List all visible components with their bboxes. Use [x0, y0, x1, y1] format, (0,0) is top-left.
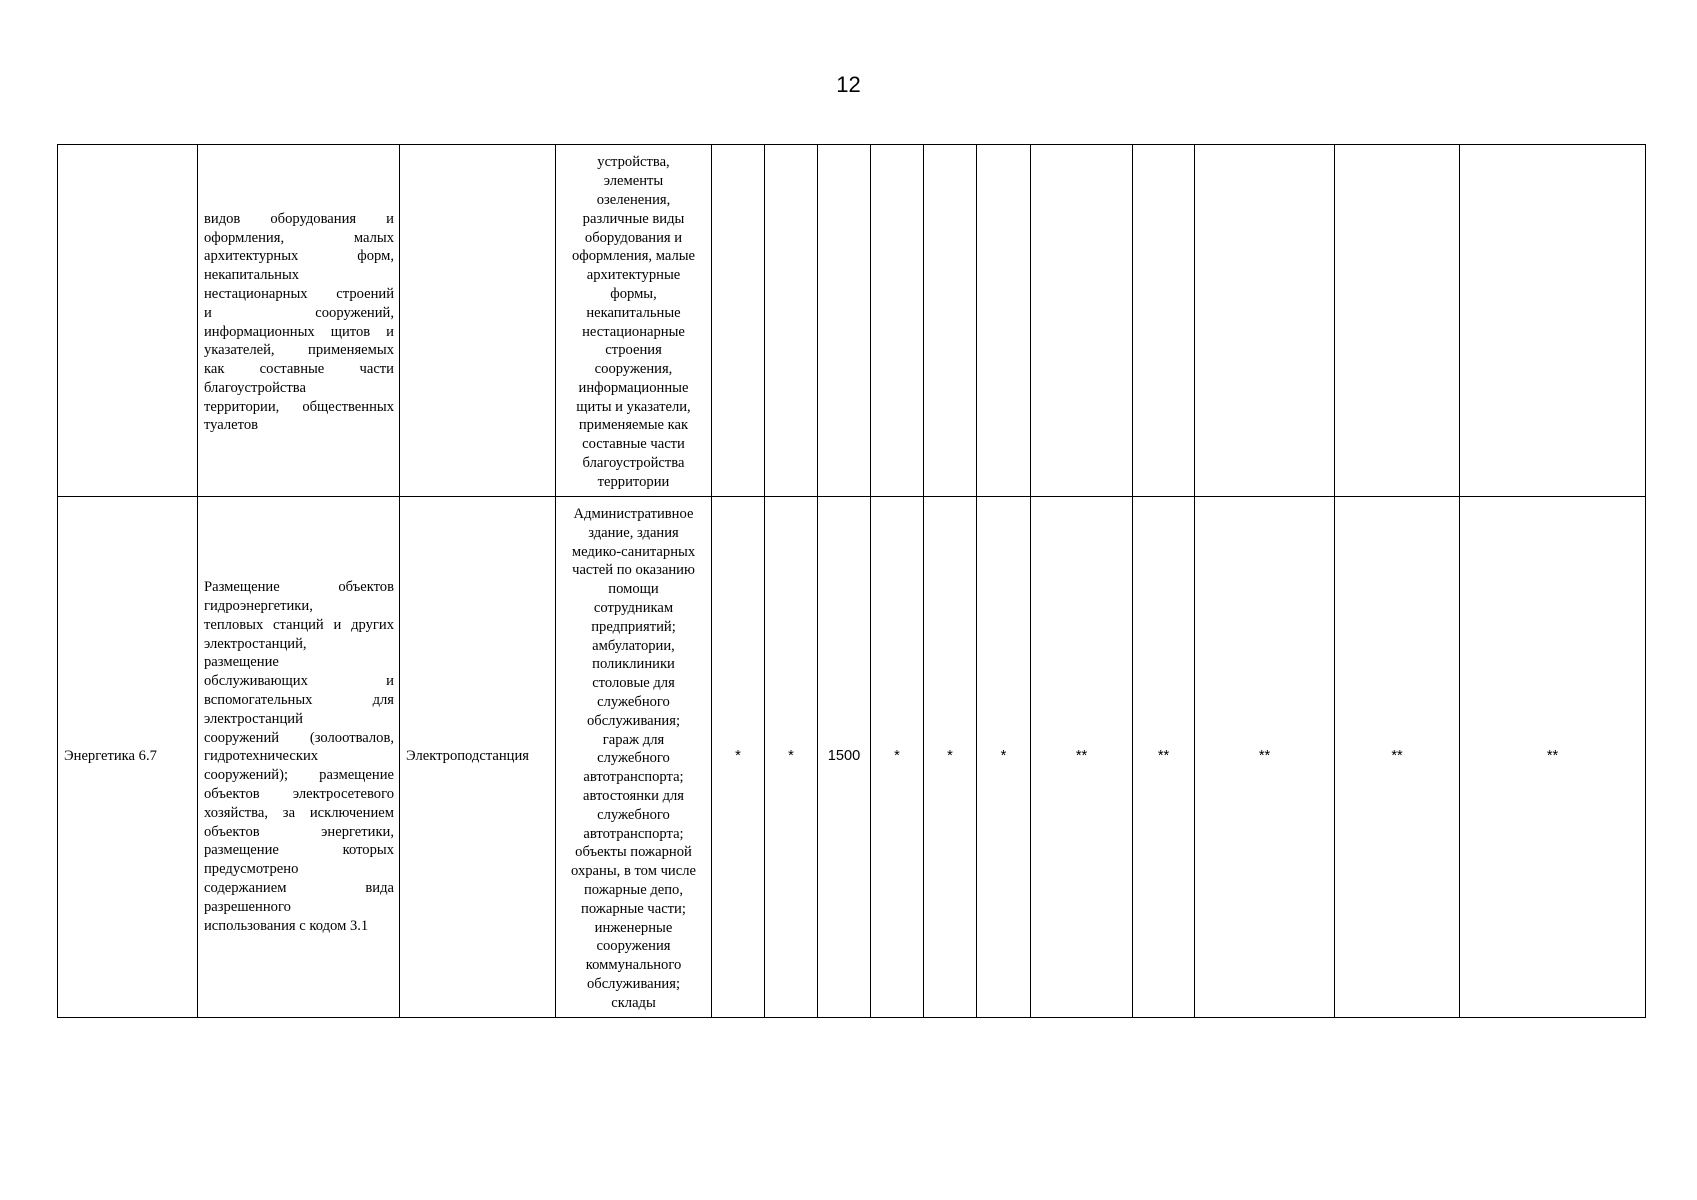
description-line: территории, общественных	[204, 398, 394, 415]
auxiliary-line: пожарные части;	[581, 900, 686, 917]
description-line: тепловых станций и других	[204, 616, 394, 633]
auxiliary-line: оборудования и	[584, 229, 683, 246]
auxiliary-line: объекты пожарной	[575, 844, 692, 861]
auxiliary-line: различные виды	[582, 210, 685, 227]
param-cell	[1031, 145, 1133, 497]
param-cell: **	[1195, 497, 1335, 1018]
auxiliary-line: столовые для	[592, 675, 675, 692]
description-line: туалетов	[204, 417, 259, 434]
auxiliary-line: охраны, в том числе	[571, 863, 696, 880]
param-cell: *	[765, 497, 818, 1018]
description-line: указателей, применяемых	[204, 342, 394, 359]
auxiliary-line: оформления, малые	[571, 248, 696, 265]
param-cell: *	[871, 497, 924, 1018]
description-line: видов оборудования и	[204, 210, 394, 227]
auxiliary-line: строения	[605, 342, 662, 359]
param-cell: 1500	[818, 497, 871, 1018]
page-number: 12	[836, 72, 861, 97]
param-cell	[1133, 145, 1195, 497]
description-line: некапитальных	[204, 267, 300, 284]
auxiliary-line: щиты и указатели,	[576, 398, 691, 415]
param-cell	[977, 145, 1031, 497]
param-cell	[1195, 145, 1335, 497]
auxiliary-line: служебного	[597, 693, 670, 710]
description-line: объектов электросетевого	[204, 785, 394, 802]
auxiliary-line: формы,	[610, 285, 657, 302]
description-line: использования с кодом 3.1	[204, 917, 369, 934]
param-cell	[818, 145, 871, 497]
auxiliary-line: гараж для	[602, 731, 665, 748]
param-cell: *	[924, 497, 977, 1018]
use-description-cell	[198, 497, 400, 1018]
param-cell	[1335, 145, 1460, 497]
param-cell	[871, 145, 924, 497]
auxiliary-line: инженерные	[594, 919, 673, 936]
auxiliary-line: архитектурные	[586, 267, 681, 284]
description-line: электростанций,	[204, 635, 307, 652]
param-cell	[1460, 145, 1646, 497]
param-cell	[712, 145, 765, 497]
description-line: вспомогательных для	[204, 691, 394, 708]
auxiliary-line: озеленения,	[596, 191, 671, 208]
auxiliary-line: составные части	[582, 436, 685, 453]
param-cell: *	[712, 497, 765, 1018]
auxiliary-line: автотранспорта;	[583, 825, 684, 842]
auxiliary-line: автотранспорта;	[583, 769, 684, 786]
auxiliary-line: устройства,	[597, 154, 670, 171]
auxiliary-line: благоустройства	[582, 455, 685, 472]
description-line: сооружений (золоотвалов,	[204, 729, 394, 746]
auxiliary-line: пожарные депо,	[584, 881, 683, 898]
land-use-table	[57, 144, 1646, 1018]
auxiliary-line: предприятий;	[591, 618, 676, 635]
object-type-cell	[400, 145, 556, 497]
use-description	[204, 210, 394, 436]
auxiliary-line: элементы	[603, 173, 664, 190]
description-line: Размещение объектов	[204, 579, 394, 596]
auxiliary-line: территории	[597, 473, 670, 490]
description-line: гидротехнических	[204, 748, 319, 765]
description-line: оформления, малых	[204, 229, 394, 246]
description-line: размещение	[204, 654, 279, 671]
auxiliary-uses-cell	[556, 497, 712, 1018]
description-line: и сооружений,	[204, 304, 394, 321]
auxiliary-line: служебного	[597, 750, 670, 767]
param-cell: **	[1031, 497, 1133, 1018]
auxiliary-line: склады	[611, 994, 656, 1011]
auxiliary-line: здание, здания	[588, 524, 679, 541]
auxiliary-uses-cell	[556, 145, 712, 497]
use-name-cell	[58, 145, 198, 497]
param-cell: *	[977, 497, 1031, 1018]
use-name-cell: Энергетика 6.7	[58, 497, 198, 1018]
auxiliary-line: медико-санитарных	[571, 543, 696, 560]
auxiliary-line: сооружения,	[594, 361, 673, 378]
auxiliary-line: частей по оказанию	[572, 562, 695, 579]
description-line: архитектурных форм,	[204, 248, 394, 265]
auxiliary-line: некапитальные	[586, 304, 681, 321]
use-description-cell	[198, 145, 400, 497]
description-line: нестационарных строений	[204, 285, 394, 302]
auxiliary-line: амбулатории,	[592, 637, 675, 654]
description-line: размещение которых	[204, 842, 394, 859]
param-cell	[924, 145, 977, 497]
table-row	[58, 145, 1646, 497]
description-line: обслуживающих и	[204, 673, 394, 690]
description-line: предусмотрено	[204, 861, 299, 878]
description-line: хозяйства, за исключением	[204, 804, 394, 821]
description-line: гидроэнергетики,	[204, 597, 313, 614]
auxiliary-line: нестационарные	[582, 323, 685, 340]
use-description	[204, 578, 394, 935]
param-cell: **	[1460, 497, 1646, 1018]
auxiliary-line: помощи	[608, 581, 659, 598]
auxiliary-line: автостоянки для	[582, 787, 685, 804]
description-line: разрешенного	[204, 898, 291, 915]
description-line: информационных щитов и	[204, 323, 394, 340]
auxiliary-line: обслуживания;	[586, 975, 681, 992]
description-line: электростанций	[204, 710, 303, 727]
description-line: как составные части	[204, 361, 394, 378]
description-line: сооружений); размещение	[204, 767, 394, 784]
param-cell: **	[1133, 497, 1195, 1018]
description-line: объектов энергетики,	[204, 823, 394, 840]
auxiliary-uses	[560, 505, 707, 1013]
auxiliary-line: коммунального	[585, 957, 682, 974]
table-row	[58, 497, 1646, 1018]
auxiliary-uses	[560, 153, 707, 491]
description-line: благоустройства	[204, 379, 306, 396]
description-line: содержанием вида	[204, 879, 394, 896]
auxiliary-line: обслуживания;	[586, 712, 681, 729]
auxiliary-line: сооружения	[596, 938, 671, 955]
auxiliary-line: Административное	[573, 506, 694, 522]
auxiliary-line: применяемые как	[578, 417, 689, 434]
param-cell: **	[1335, 497, 1460, 1018]
auxiliary-line: поликлиники	[592, 656, 675, 673]
auxiliary-line: информационные	[578, 379, 689, 396]
param-cell	[765, 145, 818, 497]
auxiliary-line: сотрудникам	[593, 599, 674, 616]
object-type-cell: Электроподстанция	[400, 497, 556, 1018]
auxiliary-line: служебного	[597, 806, 670, 823]
